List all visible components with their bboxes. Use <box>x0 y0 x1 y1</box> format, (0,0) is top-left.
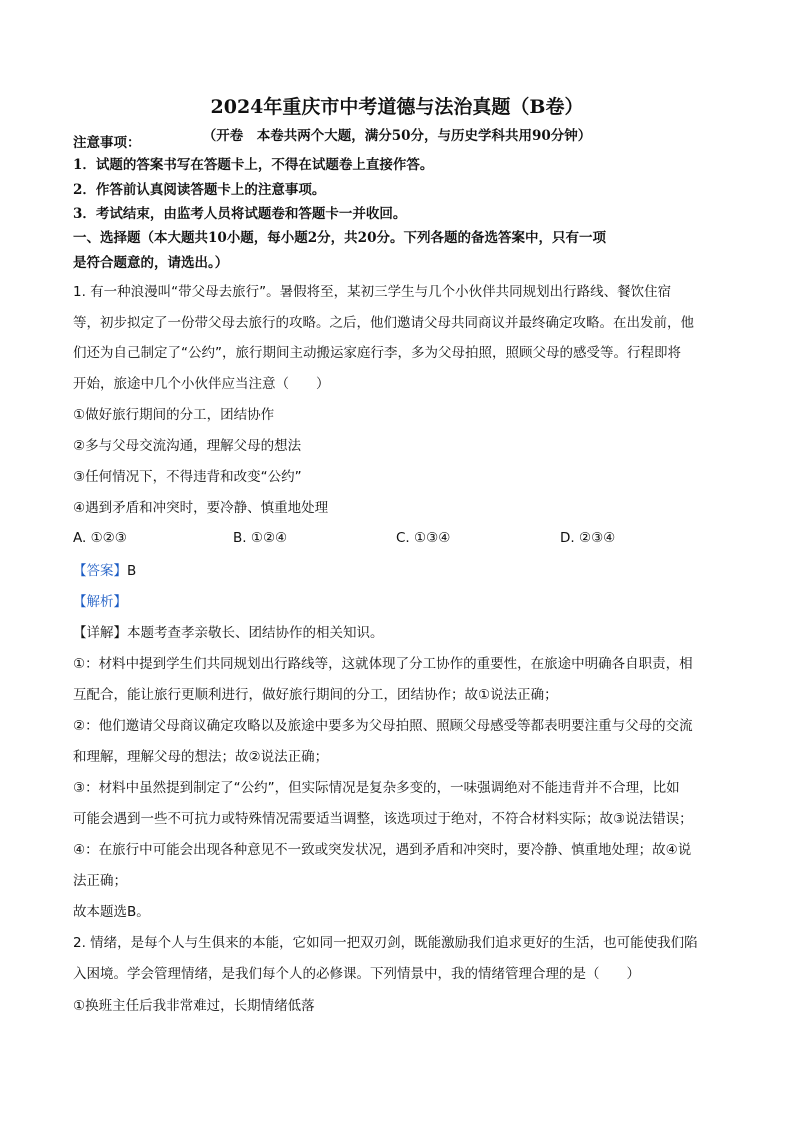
q1-statement-1: ①做好旅行期间的分工，团结协作 <box>73 407 275 423</box>
note-item-1: 1．试题的答案书写在答题卡上，不得在试题卷上直接作答。 <box>73 157 434 173</box>
q1-option-a: A. ①②③ <box>73 530 127 546</box>
q1-detail-line5: 和理解，理解父母的想法；故②说法正确； <box>73 749 329 765</box>
q1-statement-3: ③任何情况下，不得违背和改变“公约” <box>73 469 302 485</box>
q1-detail-line10: 故本题选B。 <box>73 904 150 920</box>
q1-option-b: B. ①②④ <box>233 530 288 546</box>
q1-detail-line4: ②：他们邀请父母商议确定攻略以及旅途中要多为父母拍照、照顾父母感受等都表明要注重与父母的交流 <box>73 718 693 734</box>
q1-option-c: C. ①③④ <box>396 530 451 546</box>
q2-statement-1: ①换班主任后我非常难过，长期情绪低落 <box>73 998 315 1014</box>
q1-answer <box>73 561 733 581</box>
note-item-3: 3．考试结束，由监考人员将试题卷和答题卡一并收回。 <box>73 206 407 222</box>
answer-tag: 【答案】 <box>73 563 127 579</box>
q1-stem-line1: 1. 有一种浪漫叫“带父母去旅行”。暑假将至，某初三学生与几个小伙伴共同规划出行路线、餐饮住宿 <box>73 284 672 300</box>
notes-heading: 注意事项： <box>73 135 141 151</box>
q1-detail-line2: ①：材料中提到学生们共同规划出行路线等，这就体现了分工协作的重要性，在旅途中明确各自职责，相 <box>73 656 693 672</box>
q1-detail-line6: ③：材料中虽然提到制定了“公约”，但实际情况是复杂多变的，一味强调绝对不能违背并不合理，比如 <box>73 780 680 796</box>
q1-stem-line4: 开始，旅途中几个小伙伴应当注意（ ） <box>73 376 330 392</box>
q1-analysis-tag <box>73 592 733 612</box>
answer-value: B <box>127 563 137 579</box>
q1-option-d: D. ②③④ <box>560 530 616 546</box>
q1-statement-2: ②多与父母交流沟通，理解父母的想法 <box>73 438 302 454</box>
q1-stem-line2: 等，初步拟定了一份带父母去旅行的攻略。之后，他们邀请父母共同商议并最终确定攻略。在出发前，他 <box>73 315 694 331</box>
q1-options <box>73 530 733 550</box>
note-item-2: 2．作答前认真阅读答题卡上的注意事项。 <box>73 182 326 198</box>
q1-detail-line3: 互配合，能让旅行更顺利进行，做好旅行期间的分工，团结协作；故①说法正确； <box>73 687 558 703</box>
exam-title: 2024年重庆市中考道德与法治真题（B卷） <box>210 96 584 118</box>
q1-detail-line1: 【详解】本题考查孝亲敬长、团结协作的相关知识。 <box>73 625 384 641</box>
q2-stem-line1: 2. 情绪，是每个人与生俱来的本能，它如同一把双刃剑，既能激励我们追求更好的生活，也可能使我们陷 <box>73 935 698 951</box>
q1-stem-line3: 们还为自己制定了“公约”，旅行期间主动搬运家庭行李，多为父母拍照，照顾父母的感受等。行程即将 <box>73 345 681 361</box>
section1-heading-line2: 是符合题意的，请选出。） <box>73 255 229 271</box>
section1-heading-line1: 一、选择题（本大题共10小题，每小题2分，共20分。下列各题的备选答案中，只有一项 <box>73 230 606 246</box>
exam-subtitle: （开卷 本卷共两个大题，满分50分，与历史学科共用90分钟） <box>202 128 592 144</box>
analysis-tag: 【解析】 <box>73 594 127 610</box>
q2-stem-line2: 入困境。学会管理情绪，是我们每个人的必修课。下列情景中，我的情绪管理合理的是（ ） <box>73 966 640 982</box>
q1-detail-line8: ④：在旅行中可能会出现各种意见不一致或突发状况，遇到矛盾和冲突时，要冷静、慎重地处理；故④说 <box>73 842 692 858</box>
q1-detail-line9: 法正确； <box>73 873 127 889</box>
q1-statement-4: ④遇到矛盾和冲突时，要冷静、慎重地处理 <box>73 500 329 516</box>
q1-detail-line7: 可能会遇到一些不可抗力或特殊情况需要适当调整，该选项过于绝对，不符合材料实际；故③说法错误； <box>73 811 693 827</box>
